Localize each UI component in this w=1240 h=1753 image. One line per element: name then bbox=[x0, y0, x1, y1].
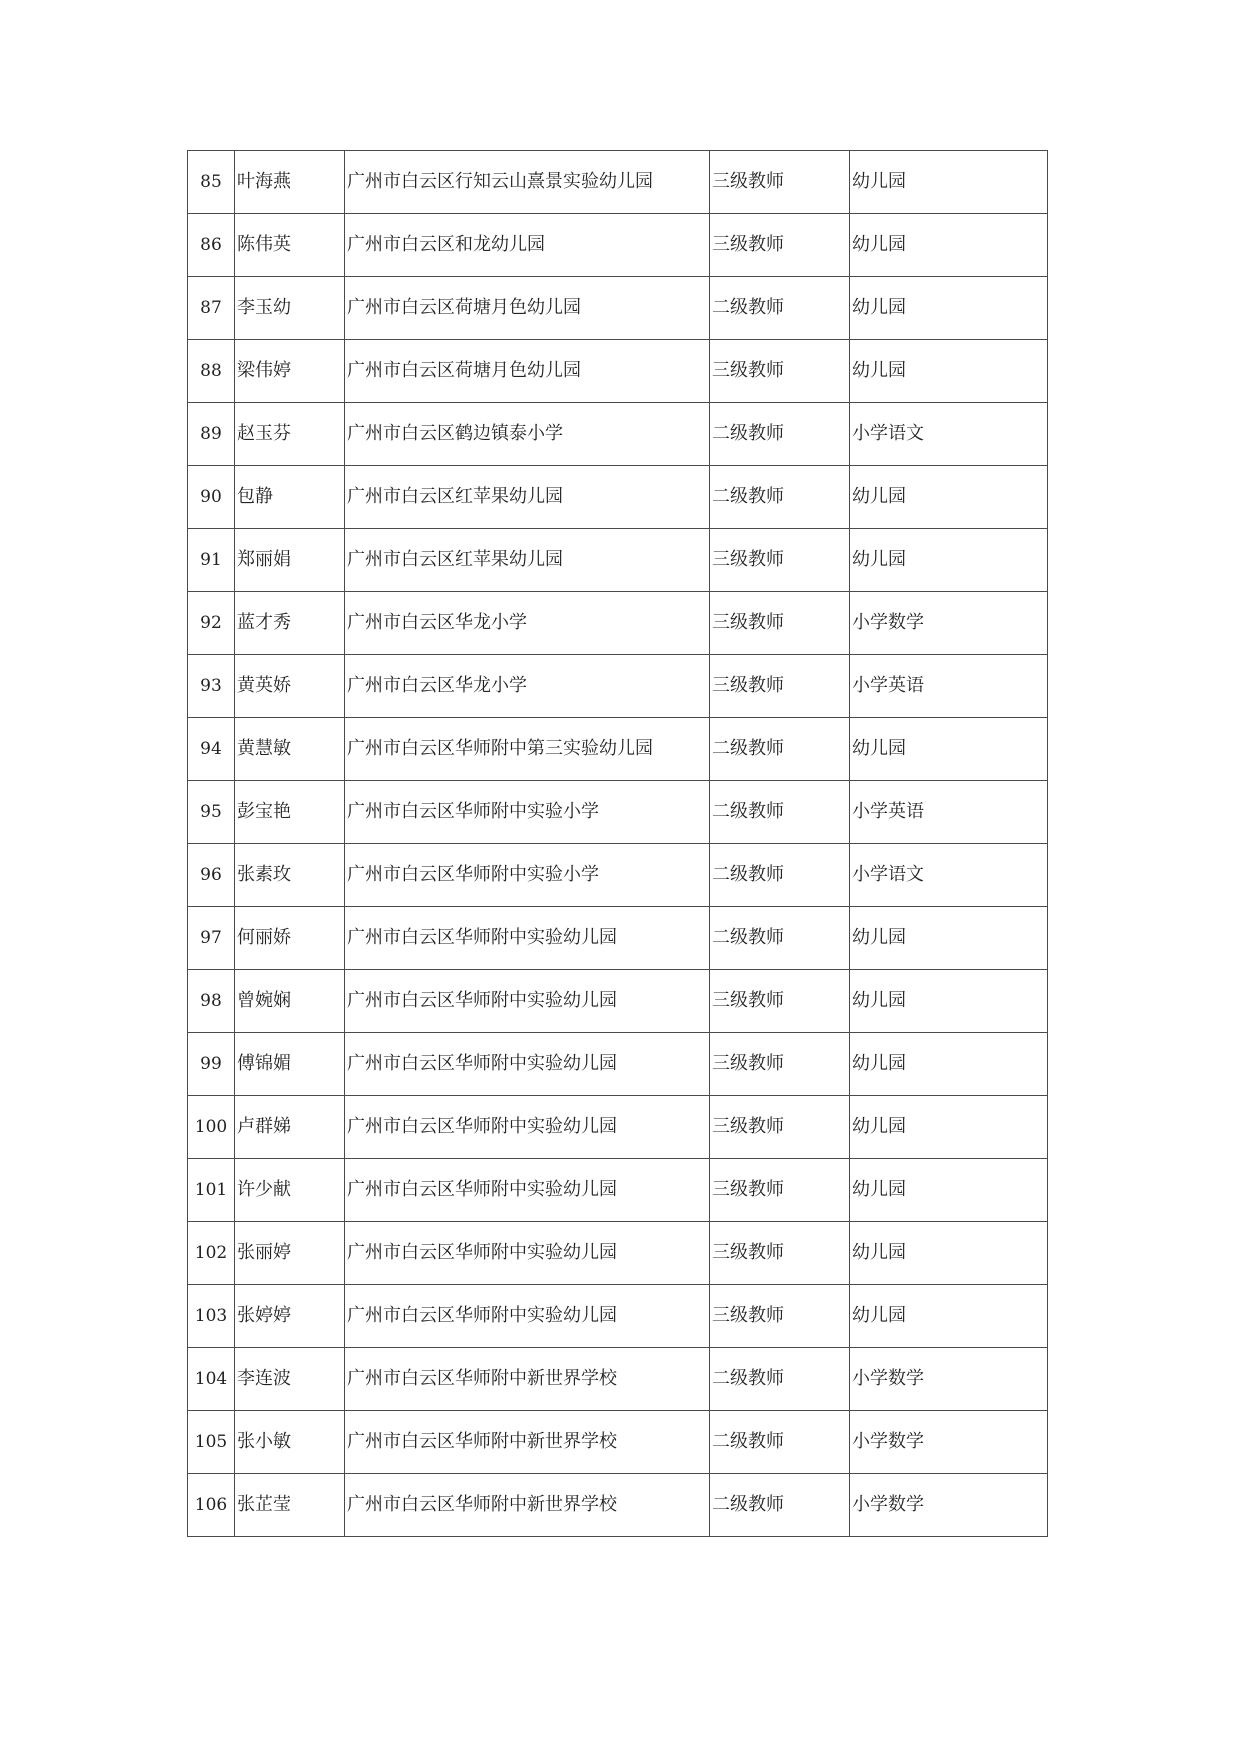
teacher-level-cell: 二级教师 bbox=[710, 907, 850, 970]
subject-cell: 幼儿园 bbox=[850, 907, 1048, 970]
teacher-name-cell: 李连波 bbox=[235, 1348, 345, 1411]
table-body bbox=[188, 151, 1048, 1537]
row-number-cell: 95 bbox=[188, 781, 235, 844]
row-number-cell: 99 bbox=[188, 1033, 235, 1096]
table-row bbox=[188, 277, 1048, 340]
row-number-cell: 106 bbox=[188, 1474, 235, 1537]
table-row bbox=[188, 844, 1048, 907]
school-name-cell: 广州市白云区华师附中新世界学校 bbox=[345, 1348, 710, 1411]
teacher-name-cell: 张芷莹 bbox=[235, 1474, 345, 1537]
teacher-name-cell: 郑丽娟 bbox=[235, 529, 345, 592]
subject-cell: 幼儿园 bbox=[850, 1222, 1048, 1285]
subject-cell: 幼儿园 bbox=[850, 970, 1048, 1033]
teacher-level-cell: 二级教师 bbox=[710, 1411, 850, 1474]
table-row bbox=[188, 1033, 1048, 1096]
teacher-level-cell: 三级教师 bbox=[710, 1222, 850, 1285]
school-name-cell: 广州市白云区行知云山熹景实验幼儿园 bbox=[345, 151, 710, 214]
teacher-level-cell: 二级教师 bbox=[710, 718, 850, 781]
school-name-cell: 广州市白云区华师附中实验幼儿园 bbox=[345, 907, 710, 970]
school-name-cell: 广州市白云区华师附中实验幼儿园 bbox=[345, 1096, 710, 1159]
teacher-level-cell: 三级教师 bbox=[710, 970, 850, 1033]
table-row bbox=[188, 1096, 1048, 1159]
teacher-level-cell: 三级教师 bbox=[710, 1096, 850, 1159]
teacher-name-cell: 陈伟英 bbox=[235, 214, 345, 277]
school-name-cell: 广州市白云区华师附中实验幼儿园 bbox=[345, 1033, 710, 1096]
subject-cell: 幼儿园 bbox=[850, 1159, 1048, 1222]
subject-cell: 小学数学 bbox=[850, 1348, 1048, 1411]
subject-cell: 幼儿园 bbox=[850, 466, 1048, 529]
row-number-cell: 97 bbox=[188, 907, 235, 970]
subject-cell: 幼儿园 bbox=[850, 277, 1048, 340]
row-number-cell: 96 bbox=[188, 844, 235, 907]
teacher-name-cell: 黄慧敏 bbox=[235, 718, 345, 781]
teacher-name-cell: 卢群娣 bbox=[235, 1096, 345, 1159]
teacher-level-cell: 三级教师 bbox=[710, 592, 850, 655]
table-row bbox=[188, 655, 1048, 718]
subject-cell: 小学数学 bbox=[850, 1411, 1048, 1474]
row-number-cell: 92 bbox=[188, 592, 235, 655]
subject-cell: 幼儿园 bbox=[850, 214, 1048, 277]
teacher-level-cell: 二级教师 bbox=[710, 781, 850, 844]
teacher-name-cell: 傅锦媚 bbox=[235, 1033, 345, 1096]
school-name-cell: 广州市白云区华师附中实验幼儿园 bbox=[345, 1285, 710, 1348]
subject-cell: 幼儿园 bbox=[850, 529, 1048, 592]
subject-cell: 小学语文 bbox=[850, 844, 1048, 907]
subject-cell: 幼儿园 bbox=[850, 151, 1048, 214]
school-name-cell: 广州市白云区华师附中新世界学校 bbox=[345, 1411, 710, 1474]
table-row bbox=[188, 1348, 1048, 1411]
teacher-level-cell: 二级教师 bbox=[710, 277, 850, 340]
school-name-cell: 广州市白云区华师附中实验幼儿园 bbox=[345, 1222, 710, 1285]
row-number-cell: 98 bbox=[188, 970, 235, 1033]
teacher-level-cell: 三级教师 bbox=[710, 1285, 850, 1348]
row-number-cell: 87 bbox=[188, 277, 235, 340]
table-row bbox=[188, 970, 1048, 1033]
table-row bbox=[188, 340, 1048, 403]
subject-cell: 小学数学 bbox=[850, 1474, 1048, 1537]
teacher-level-cell: 三级教师 bbox=[710, 1159, 850, 1222]
row-number-cell: 88 bbox=[188, 340, 235, 403]
teacher-level-cell: 三级教师 bbox=[710, 655, 850, 718]
subject-cell: 小学语文 bbox=[850, 403, 1048, 466]
teacher-name-cell: 赵玉芬 bbox=[235, 403, 345, 466]
teacher-name-cell: 蓝才秀 bbox=[235, 592, 345, 655]
teacher-name-cell: 张婷婷 bbox=[235, 1285, 345, 1348]
table-row bbox=[188, 1159, 1048, 1222]
school-name-cell: 广州市白云区华龙小学 bbox=[345, 655, 710, 718]
teacher-level-cell: 二级教师 bbox=[710, 1474, 850, 1537]
table-row bbox=[188, 403, 1048, 466]
school-name-cell: 广州市白云区华师附中实验幼儿园 bbox=[345, 1159, 710, 1222]
school-name-cell: 广州市白云区鹤边镇泰小学 bbox=[345, 403, 710, 466]
teacher-name-cell: 张丽婷 bbox=[235, 1222, 345, 1285]
school-name-cell: 广州市白云区红苹果幼儿园 bbox=[345, 529, 710, 592]
table-row bbox=[188, 214, 1048, 277]
table-row bbox=[188, 151, 1048, 214]
school-name-cell: 广州市白云区荷塘月色幼儿园 bbox=[345, 340, 710, 403]
table-row bbox=[188, 466, 1048, 529]
teacher-list-table bbox=[187, 150, 1048, 1537]
row-number-cell: 101 bbox=[188, 1159, 235, 1222]
row-number-cell: 100 bbox=[188, 1096, 235, 1159]
table-row bbox=[188, 907, 1048, 970]
teacher-name-cell: 梁伟婷 bbox=[235, 340, 345, 403]
subject-cell: 小学英语 bbox=[850, 781, 1048, 844]
table-row bbox=[188, 781, 1048, 844]
row-number-cell: 102 bbox=[188, 1222, 235, 1285]
teacher-level-cell: 三级教师 bbox=[710, 1033, 850, 1096]
table-row bbox=[188, 1411, 1048, 1474]
teacher-level-cell: 三级教师 bbox=[710, 340, 850, 403]
teacher-name-cell: 张小敏 bbox=[235, 1411, 345, 1474]
school-name-cell: 广州市白云区红苹果幼儿园 bbox=[345, 466, 710, 529]
table-row bbox=[188, 1222, 1048, 1285]
subject-cell: 小学英语 bbox=[850, 655, 1048, 718]
row-number-cell: 105 bbox=[188, 1411, 235, 1474]
subject-cell: 幼儿园 bbox=[850, 340, 1048, 403]
subject-cell: 幼儿园 bbox=[850, 1033, 1048, 1096]
teacher-name-cell: 许少献 bbox=[235, 1159, 345, 1222]
school-name-cell: 广州市白云区华师附中实验小学 bbox=[345, 781, 710, 844]
school-name-cell: 广州市白云区荷塘月色幼儿园 bbox=[345, 277, 710, 340]
row-number-cell: 104 bbox=[188, 1348, 235, 1411]
teacher-name-cell: 彭宝艳 bbox=[235, 781, 345, 844]
subject-cell: 小学数学 bbox=[850, 592, 1048, 655]
teacher-level-cell: 三级教师 bbox=[710, 529, 850, 592]
table-row bbox=[188, 718, 1048, 781]
row-number-cell: 93 bbox=[188, 655, 235, 718]
teacher-name-cell: 黄英娇 bbox=[235, 655, 345, 718]
school-name-cell: 广州市白云区华师附中新世界学校 bbox=[345, 1474, 710, 1537]
row-number-cell: 89 bbox=[188, 403, 235, 466]
teacher-level-cell: 二级教师 bbox=[710, 403, 850, 466]
teacher-level-cell: 二级教师 bbox=[710, 844, 850, 907]
school-name-cell: 广州市白云区华师附中实验幼儿园 bbox=[345, 970, 710, 1033]
row-number-cell: 91 bbox=[188, 529, 235, 592]
teacher-level-cell: 二级教师 bbox=[710, 1348, 850, 1411]
subject-cell: 幼儿园 bbox=[850, 1285, 1048, 1348]
table-row bbox=[188, 1285, 1048, 1348]
teacher-name-cell: 张素玫 bbox=[235, 844, 345, 907]
row-number-cell: 90 bbox=[188, 466, 235, 529]
teacher-level-cell: 三级教师 bbox=[710, 214, 850, 277]
school-name-cell: 广州市白云区华师附中实验小学 bbox=[345, 844, 710, 907]
teacher-name-cell: 李玉幼 bbox=[235, 277, 345, 340]
table-row bbox=[188, 529, 1048, 592]
teacher-level-cell: 三级教师 bbox=[710, 151, 850, 214]
teacher-name-cell: 曾婉娴 bbox=[235, 970, 345, 1033]
subject-cell: 幼儿园 bbox=[850, 1096, 1048, 1159]
row-number-cell: 94 bbox=[188, 718, 235, 781]
row-number-cell: 85 bbox=[188, 151, 235, 214]
table-row bbox=[188, 1474, 1048, 1537]
school-name-cell: 广州市白云区华师附中第三实验幼儿园 bbox=[345, 718, 710, 781]
teacher-level-cell: 二级教师 bbox=[710, 466, 850, 529]
row-number-cell: 86 bbox=[188, 214, 235, 277]
school-name-cell: 广州市白云区华龙小学 bbox=[345, 592, 710, 655]
teacher-name-cell: 包静 bbox=[235, 466, 345, 529]
subject-cell: 幼儿园 bbox=[850, 718, 1048, 781]
teacher-name-cell: 叶海燕 bbox=[235, 151, 345, 214]
school-name-cell: 广州市白云区和龙幼儿园 bbox=[345, 214, 710, 277]
row-number-cell: 103 bbox=[188, 1285, 235, 1348]
table-row bbox=[188, 592, 1048, 655]
teacher-name-cell: 何丽娇 bbox=[235, 907, 345, 970]
